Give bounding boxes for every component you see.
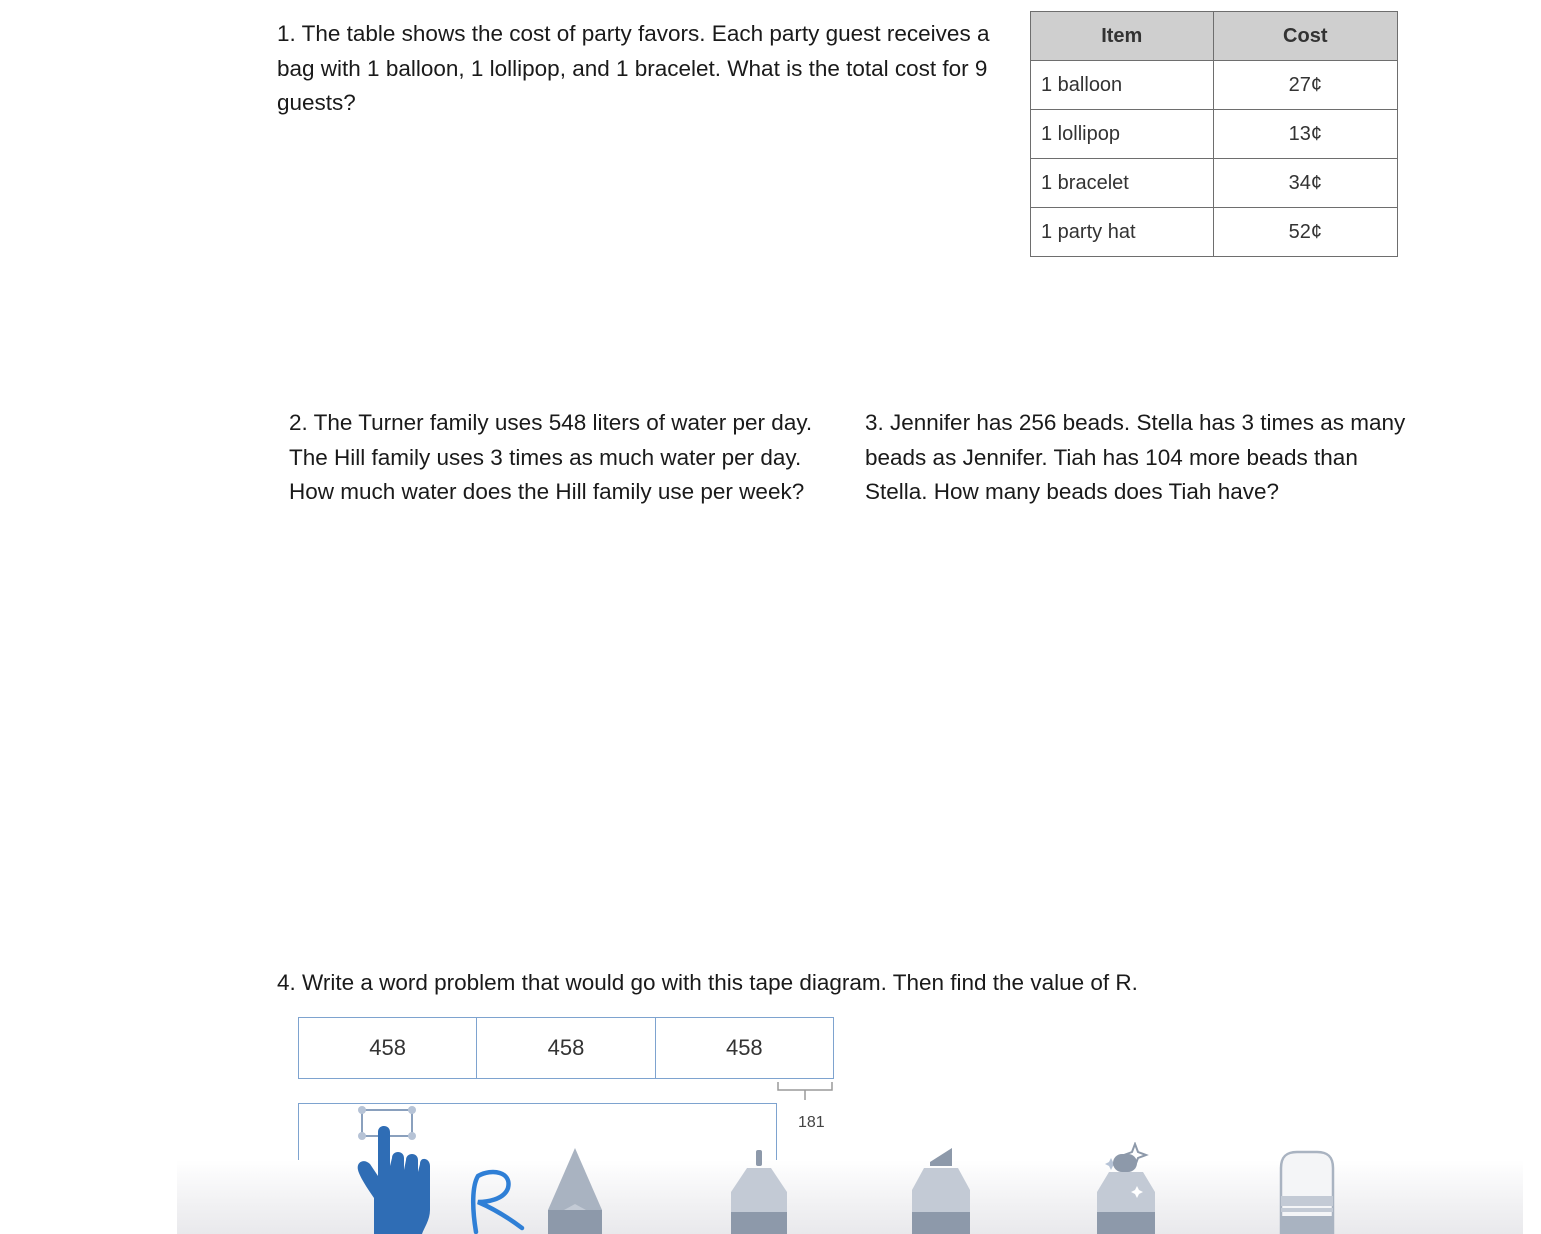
hand-icon [356, 1112, 432, 1234]
eraser-icon [1277, 1150, 1337, 1234]
table-row [1031, 208, 1398, 257]
pen-tool[interactable] [729, 1150, 789, 1234]
item-cell: 1 balloon [1031, 61, 1214, 110]
handwritten-r-stroke [462, 1168, 532, 1234]
pencil-icon [544, 1148, 606, 1234]
marker-icon [910, 1148, 972, 1234]
question-1-text: 1. The table shows the cost of party favors. Each party guest receives a bag with 1 balloon, 1 lollipop, and 1 bracelet. What is the total cost for 9 guests? [277, 21, 990, 115]
glitter-tool[interactable] [1095, 1142, 1157, 1234]
cost-cell: 13¢ [1213, 110, 1397, 159]
question-4-text: 4. Write a word problem that would go with this tape diagram. Then find the value of R. [277, 970, 1138, 995]
table-row [1031, 110, 1398, 159]
tape-segment: 458 [299, 1018, 477, 1078]
item-cell: 1 bracelet [1031, 159, 1214, 208]
item-cell: 1 party hat [1031, 208, 1214, 257]
cost-cell: 34¢ [1213, 159, 1397, 208]
pencil-tool[interactable] [544, 1148, 606, 1234]
column-header-cost: Cost [1213, 12, 1397, 61]
tape-segment: 458 [725, 1035, 763, 1060]
tape-segment: 458 [477, 1018, 655, 1078]
eraser-tool[interactable] [1277, 1150, 1337, 1234]
hand-tool[interactable] [356, 1112, 432, 1234]
marker-tool[interactable] [910, 1148, 972, 1234]
cost-cell: 27¢ [1213, 61, 1397, 110]
item-cell: 1 lollipop [1031, 110, 1214, 159]
column-header-item: Item [1031, 12, 1214, 61]
difference-label: 181 [798, 1114, 825, 1131]
question-3-text: 3. Jennifer has 256 beads. Stella has 3 times as many beads as Jennifer. Tiah has 104 more beads than Stella. How many beads does Tiah have? [865, 410, 1406, 504]
cost-cell: 52¢ [1213, 208, 1397, 257]
table-row [1031, 159, 1398, 208]
difference-bracket [776, 1080, 836, 1104]
table-header-row [1031, 12, 1398, 61]
glitter-icon [1095, 1142, 1157, 1234]
question-2-text: 2. The Turner family uses 548 liters of water per day. The Hill family uses 3 times as much water per day. How much water does the Hill family use per week? [289, 410, 813, 504]
pen-icon [729, 1150, 789, 1234]
tape-diagram-top-bar [298, 1017, 834, 1079]
table-row [1031, 61, 1398, 110]
party-favor-cost-table [1030, 11, 1398, 257]
